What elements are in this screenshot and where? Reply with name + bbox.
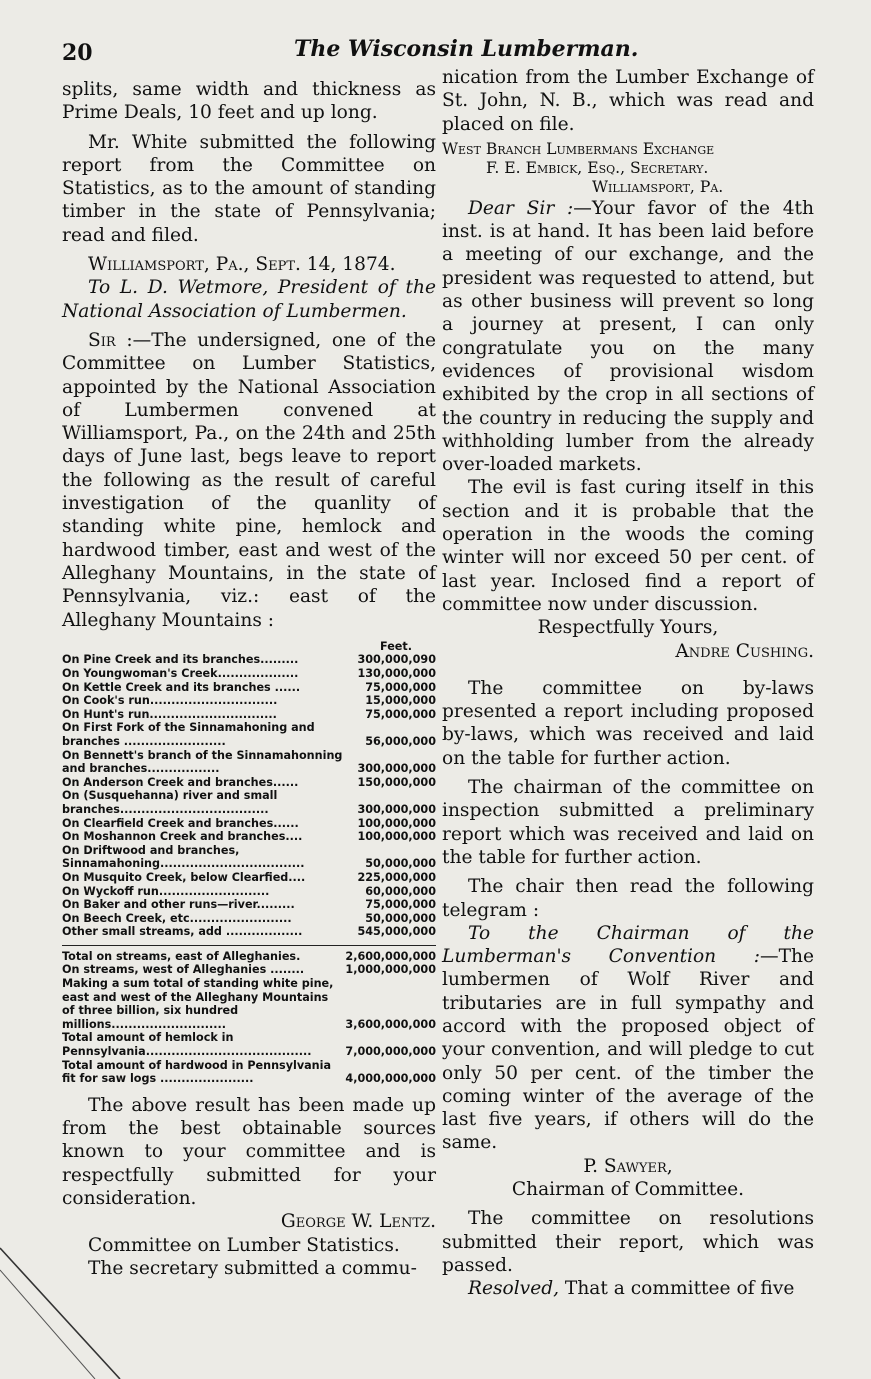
table-row (62, 1031, 436, 1058)
table-row (62, 749, 436, 776)
row-value: 150,000,000 (357, 775, 436, 789)
row-label: On Hunt's run.............................. (62, 707, 277, 721)
table-rows (62, 653, 436, 938)
row-label: On Pine Creek and its branches......... (62, 653, 299, 667)
row-label: On (Susquehanna) river and small branches................................... (62, 789, 278, 816)
signer: Andre Cushing. (675, 640, 814, 662)
table-row (62, 950, 436, 964)
dateline: Williamsport, Pa., Sept. 14, 1874. (88, 254, 396, 276)
row-value: 2,600,000,000 (345, 949, 436, 963)
letter-paragraph (442, 197, 814, 477)
row-value: 300,000,000 (357, 802, 436, 816)
inspection-paragraph: The chairman of the committee on inspection submitted a preliminary report which was received and laid on the table for further action. (442, 777, 814, 868)
signer: George W. Lentz. (280, 1211, 436, 1233)
table-row (62, 653, 436, 667)
closing-paragraph: The above result has been made up from the best obtainable sources known to your committee and is respectfully submitted for your consideration. (62, 1094, 436, 1210)
row-value: 75,000,000 (365, 898, 436, 912)
telegram-body: —The lumbermen of Wolf River and tributaries are in full sympathy and accord with the proposed object of your convention, and will pledge to cut only 50 per cent. of the timber the coming winter of the average of the last five years, if others will do the same. (442, 946, 814, 1154)
table-row (62, 963, 436, 977)
row-value: 225,000,000 (357, 870, 436, 884)
letterhead-line: West Branch Lumbermans Exchange (442, 139, 715, 158)
row-value: 60,000,000 (365, 884, 436, 898)
scan-mark (0, 1240, 140, 1379)
row-label: On Driftwood and branches, Sinnamahoning.................................. (62, 843, 305, 871)
row-label: On Musquito Creek, below Clearfied.... (62, 870, 306, 884)
table-row (62, 977, 436, 1031)
row-label: On Cook's run.............................. (62, 694, 278, 708)
letter-body-text: —Your favor of the 4th inst. is at hand. It has been laid before a meeting of our exchange, and the president was requested to attend, but as other business will prevent so long a journey at present, I can only congratulate you on the many evidences of provisional wisdom exhibited by the crop in all sections of the country in reducing the supply and withholding lumber from the already over-loaded markets. (442, 197, 815, 476)
addressee: To L. D. Wetmore, President of the National Association of Lumbermen. (62, 277, 436, 322)
resolved-text: That a committee of five (559, 1278, 795, 1300)
closing: Respectfully Yours, (537, 617, 719, 639)
row-label: On Kettle Creek and its branches ...... (62, 680, 301, 694)
secretary-paragraph: The secretary submitted a commu- (88, 1257, 417, 1279)
right-column (442, 66, 814, 1301)
table-divider (62, 945, 436, 946)
timber-statistics-table (62, 640, 436, 1086)
row-value: 50,000,000 (365, 857, 436, 871)
row-label: On Bennett's branch of the Sinnamahonning and branches................. (62, 748, 343, 776)
bylaws-paragraph: The committee on by-laws presented a report including proposed by-laws, which was received and laid on the table for further action. (442, 677, 814, 769)
telegram-address-text: To the Chairman of the Lumberman's Convention : (442, 922, 814, 968)
row-label: Total amount of hardwood in Pennsylvania fit for saw logs ...................... (62, 1058, 332, 1086)
table-row (62, 885, 436, 899)
row-label: On Youngwoman's Creek................... (62, 667, 299, 681)
row-label: On First Fork of the Sinnamahoning and branches ........................ (62, 721, 315, 748)
row-value: 3,600,000,000 (345, 1017, 436, 1031)
table-row (62, 817, 436, 831)
row-value: 1,000,000,000 (345, 963, 436, 977)
row-value: 100,000,000 (357, 830, 436, 844)
telegram-intro: The chair then read the following telegram : (442, 876, 814, 921)
table-row (62, 830, 436, 844)
salutation: Dear Sir : (468, 197, 574, 219)
row-value: 75,000,000 (365, 680, 436, 694)
left-column (62, 78, 436, 1280)
row-value: 50,000,000 (365, 911, 436, 925)
continued-paragraph: nication from the Lumber Exchange of St. John, N. B., which was read and placed on file. (442, 67, 814, 135)
page-header (62, 34, 822, 68)
row-value: 100,000,000 (357, 816, 436, 830)
telegram-title: Chairman of Committee. (511, 1179, 745, 1201)
letterhead (442, 140, 814, 197)
row-label: Making a sum total of standing white pine, east and west of the Alleghany Mountains of three billion, six hundred millions........................... (62, 977, 334, 1031)
row-value: 15,000,000 (365, 694, 436, 708)
table-row (62, 667, 436, 681)
row-label: On Baker and other runs—river......... (62, 898, 295, 912)
row-label: On Moshannon Creek and branches.... (62, 830, 303, 844)
continued-paragraph: splits, same width and thickness as Prime Deals, 10 feet and up long. (62, 79, 436, 124)
row-label: Total on streams, east of Alleghanies. (62, 949, 301, 963)
resolved-word: Resolved, (468, 1278, 560, 1300)
page-number: 20 (62, 40, 93, 66)
letter-body-text: —The undersigned, one of the Committee on Lumber Statistics, appointed by the National Association of Lumbermen convened at Williamsport, Pa., on the 24th and 25th days of June last, begs leave to report the following as the result of careful investigation of the quanlity of standing white pine, hemlock and hardwood timber, east and west of the Alleghany Mountains, in the state of Pennsylvania, viz.: east of the Alleghany Mountains : (62, 329, 436, 631)
table-row (62, 1059, 436, 1086)
row-label: On Clearfield Creek and branches...... (62, 816, 299, 830)
table-row (62, 776, 436, 790)
letterhead-line: Williamsport, Pa. (592, 177, 724, 196)
row-label: On streams, west of Alleghanies ........ (62, 963, 305, 977)
table-row (62, 694, 436, 708)
table-row (62, 721, 436, 748)
resolutions-paragraph: The committee on resolutions submitted their report, which was passed. (442, 1208, 814, 1276)
row-label: Other small streams, add .................. (62, 925, 303, 939)
letter-paragraph: The evil is fast curing itself in this section and it is probable that the operation in the woods the coming winter will nor exceed 50 per cent. of last year. Inclosed find a report of committee now under discussion. (442, 477, 814, 615)
table-row (62, 898, 436, 912)
unit-header: Feet. (380, 639, 412, 653)
row-value: 4,000,000,000 (345, 1072, 436, 1086)
table-row (62, 844, 436, 871)
resolved-paragraph (442, 1277, 814, 1300)
row-value: 130,000,000 (357, 667, 436, 681)
row-value: 300,000,090 (357, 653, 436, 667)
report-intro-paragraph: Mr. White submitted the following report from the Committee on Statistics, as to the amount of standing timber in the state of Pennsylvania; read and filed. (62, 131, 436, 246)
table-row (62, 871, 436, 885)
table-row (62, 912, 436, 926)
row-label: On Beech Creek, etc........................ (62, 911, 292, 925)
letter-body (62, 329, 436, 632)
telegram-signer: P. Sawyer, (583, 1155, 673, 1177)
salutation: Sir : (88, 329, 133, 351)
telegram-address (442, 922, 814, 1155)
running-title: The Wisconsin Lumberman. (294, 36, 639, 62)
row-value: 7,000,000,000 (345, 1045, 436, 1059)
table-totals (62, 950, 436, 1086)
row-label: On Wyckoff run.......................... (62, 884, 270, 898)
row-value: 300,000,000 (357, 762, 436, 776)
table-row (62, 708, 436, 722)
row-label: On Anderson Creek and branches...... (62, 775, 299, 789)
table-row (62, 789, 436, 816)
row-value: 56,000,000 (365, 734, 436, 748)
row-value: 545,000,000 (357, 925, 436, 939)
row-value: 75,000,000 (365, 707, 436, 721)
table-row (62, 681, 436, 695)
committee-line: Committee on Lumber Statistics. (88, 1234, 400, 1256)
letterhead-line: F. E. Embick, Esq., Secretary. (486, 158, 709, 177)
table-row (62, 925, 436, 939)
row-label: Total amount of hemlock in Pennsylvania....................................... (62, 1031, 312, 1059)
